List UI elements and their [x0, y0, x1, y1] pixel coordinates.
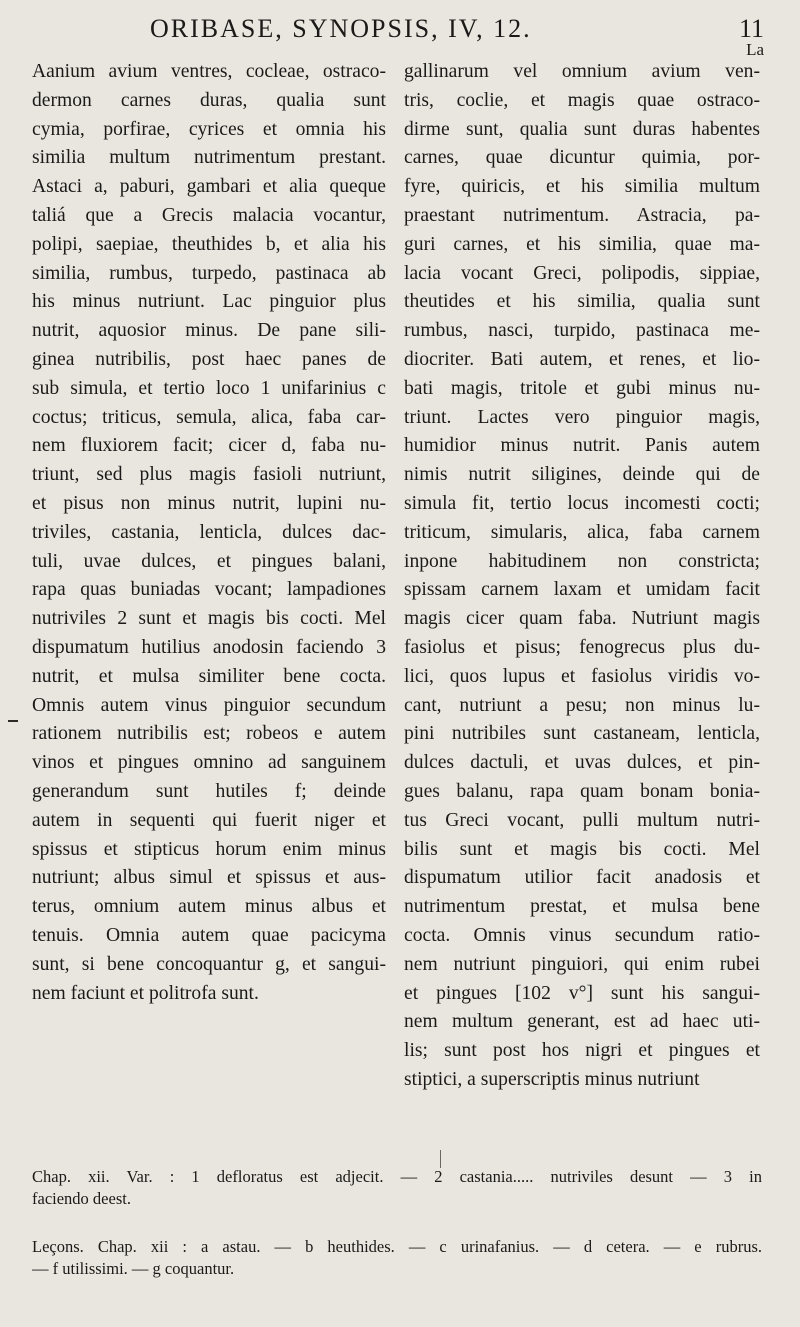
- text-line: tenuis. Omnia autem quae pacicyma: [32, 924, 386, 946]
- text-line: nem multum generant, est ad haec uti-: [404, 1011, 760, 1033]
- text-line: lacia vocant Greci, polipodis, sippiae,: [404, 262, 760, 284]
- footnotes-readings: [32, 1236, 762, 1280]
- text-line: nimis nutrit siligines, deinde qui de: [404, 464, 760, 486]
- text-line: rapa quas buniadas vocant; lampadiones: [32, 579, 386, 601]
- text-line: rumbus, nasci, turpido, pastinaca me-: [404, 320, 760, 342]
- text-line: ginea nutribilis, post haec panes de: [32, 348, 386, 370]
- text-line: nem faciunt et politrofa sunt.: [32, 982, 259, 1004]
- text-line: Omnis autem vinus pinguior secundum: [32, 694, 386, 716]
- text-line: nutrimentum prestat, et mulsa bene: [404, 896, 760, 918]
- text-line: dulces dactuli, et uvas dulces, et pin-: [404, 752, 760, 774]
- text-line: gallinarum vel omnium avium ven-: [404, 61, 760, 82]
- text-line: et pingues [102 v°] sunt his sangui-: [404, 982, 760, 1004]
- text-line: stiptici, a superscriptis minus nutriunt: [404, 1068, 700, 1090]
- page-number: 11: [738, 14, 764, 43]
- text-line: nutrit, aquosior minus. De pane sili-: [32, 320, 386, 342]
- text-line: theutides et his similia, qualia sunt: [404, 291, 760, 313]
- footnotes-variants: [32, 1166, 762, 1210]
- text-line: generandum sunt hutiles f; deinde: [32, 780, 386, 802]
- text-line: cocta. Omnis vinus secundum ratio-: [404, 924, 760, 946]
- text-line: coctus; triticus, semula, alica, faba car-: [32, 406, 386, 428]
- text-line: bilis sunt et magis bis cocti. Mel: [404, 838, 760, 860]
- text-line: sunt, si bene concoquantur g, et sangui-: [32, 953, 386, 975]
- text-line: nutrit, et mulsa similiter bene cocta.: [32, 665, 386, 687]
- text-line: bati magis, tritole et gubi minus nu-: [404, 377, 760, 399]
- footnote-line: Chap. xii. Var. : 1 defloratus est adjecit. — 2 castania..... nutriviles desunt — 3 in: [32, 1167, 762, 1186]
- text-line: triunt. Lactes vero pinguior magis,: [404, 406, 760, 428]
- text-line: gues balanu, rapa quam bonam bonia-: [404, 780, 760, 802]
- text-line: nem fluxiorem facit; cicer d, faba nu-: [32, 435, 386, 457]
- text-line: triviles, castania, lenticla, dulces dac-: [32, 521, 386, 543]
- text-line: fasiolus et pisus; fenogrecus plus du-: [404, 636, 760, 658]
- text-line: guri carnes, et his similia, quae ma-: [404, 233, 760, 255]
- text-line: fyre, quiricis, et his similia multum: [404, 176, 760, 198]
- text-line: nutriviles 2 sunt et magis bis cocti. Mel: [32, 608, 386, 630]
- running-head: [0, 10, 800, 46]
- text-line: praestant nutrimentum. Astracia, pa-: [404, 204, 760, 226]
- text-line: similia multum nutrimentum prestant.: [32, 147, 386, 169]
- text-line: tuli, uvae dulces, et pingues balani,: [32, 550, 386, 572]
- text-line: Astaci a, paburi, gambari et alia queque: [32, 176, 386, 198]
- text-line: triticum, simularis, alica, faba carnem: [404, 521, 760, 543]
- text-line: polipi, saepiae, theuthides b, et alia his: [32, 233, 386, 255]
- catchword: La: [746, 40, 764, 59]
- text-line: rationem nutribilis est; robeos e autem: [32, 723, 386, 745]
- footnote-line: Leçons. Chap. xii : a astau. — b heuthides. — c urinafanius. — d cetera. — e rubrus.: [32, 1237, 762, 1256]
- text-line: pini nutribiles sunt castaneam, lenticla,: [404, 723, 760, 745]
- text-line: dispumatum utilior facit anadosis et: [404, 867, 760, 889]
- text-line: taliá que a Grecis malacia vocantur,: [32, 204, 386, 226]
- text-line: vinos et pingues omnino ad sanguinem: [32, 752, 386, 774]
- text-line: spissam carnem laxam et umidam facit: [404, 579, 760, 601]
- text-line: lici, quos lupus et fasiolus viridis vo-: [404, 665, 760, 687]
- text-line: autem in sequenti qui fuerit niger et: [32, 809, 386, 831]
- text-line: magis cicer quam faba. Nutriunt magis: [404, 608, 760, 630]
- text-line: carnes, quae dicuntur quimia, por-: [404, 147, 760, 169]
- text-line: triunt, sed plus magis fasioli nutriunt,: [32, 464, 386, 486]
- text-line: lis; sunt post hos nigri et pingues et: [404, 1040, 760, 1062]
- text-line: sub simula, et tertio loco 1 unifarinius c: [32, 377, 386, 399]
- text-line: inpone habitudinem non constricta;: [404, 550, 760, 572]
- text-line: Aanium avium ventres, cocleae, ostraco-: [32, 61, 386, 82]
- text-line: simula fit, tertio locus incomesti cocti;: [404, 492, 760, 514]
- text-line: similia, rumbus, turpedo, pastinaca ab: [32, 262, 386, 284]
- margin-mark: [8, 720, 18, 722]
- text-line: dermon carnes duras, qualia sunt: [32, 89, 386, 111]
- text-line: cant, nutriunt a pesu; non minus lu-: [404, 694, 760, 716]
- text-line: his minus nutriunt. Lac pinguior plus: [32, 291, 386, 313]
- text-line: tus Greci vocant, pulli multum nutri-: [404, 809, 760, 831]
- text-line: dirme sunt, qualia sunt duras habentes: [404, 118, 760, 140]
- text-line: tris, coclie, et magis quae ostraco-: [404, 89, 760, 111]
- text-line: diocriter. Bati autem, et renes, et lio-: [404, 348, 760, 370]
- text-line: et pisus non minus nutrit, lupini nu-: [32, 492, 386, 514]
- footnote-line: — f utilissimi. — g coquantur.: [32, 1259, 235, 1278]
- text-line: humidior minus nutrit. Panis autem: [404, 435, 760, 457]
- text-line: terus, omnium autem minus albus et: [32, 896, 386, 918]
- running-title: ORIBASE, SYNOPSIS, IV, 12.: [150, 14, 532, 43]
- text-line: spissus et stipticus horum enim minus: [32, 838, 386, 860]
- left-column: [32, 58, 386, 1008]
- text-line: nem nutriunt pinguiori, qui enim rubei: [404, 953, 760, 975]
- footnote-line: faciendo deest.: [32, 1189, 131, 1208]
- right-column: [404, 58, 760, 1095]
- text-line: cymia, porfirae, cyrices et omnia his: [32, 118, 386, 140]
- text-line: nutriunt; albus simul et spissus et aus-: [32, 867, 386, 889]
- text-line: dispumatum hutilius anodosin faciendo 3: [32, 636, 386, 658]
